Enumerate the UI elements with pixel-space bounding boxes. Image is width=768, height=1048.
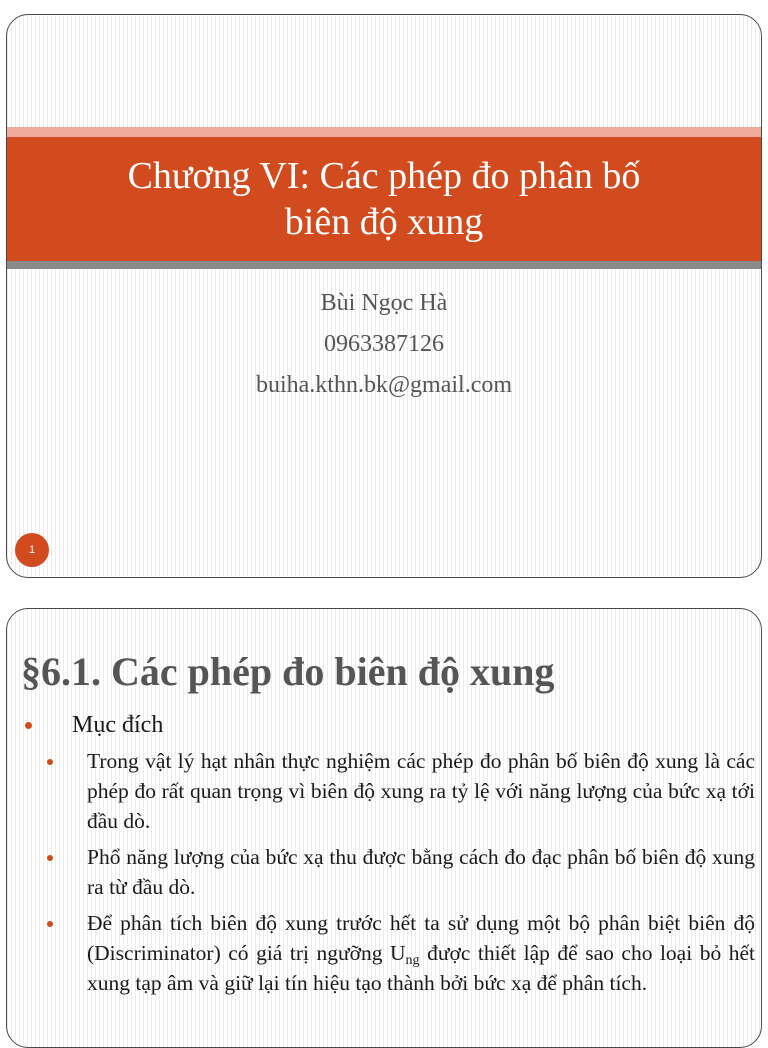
list-item (45, 842, 755, 902)
slide-title-line2: biên độ xung (284, 201, 484, 243)
author-name: Bùi Ngọc Hà (320, 290, 448, 316)
section-title: §6.1. Các phép đo biên độ xung (21, 649, 555, 694)
author-phone: 0963387126 (324, 331, 444, 357)
list-item-text: Trong vật lý hạt nhân thực nghiệm các phép đo phân bố biên độ xung là các phép đo rất quan trọng vì biên độ xung ra tỷ lệ với năng lượng của bức xạ tới đầu dò. (87, 749, 755, 833)
title-band-top-stripe (7, 127, 761, 137)
sub-bullet-list (45, 746, 755, 1004)
bullet-dot-icon (25, 722, 32, 729)
bullet-dot-icon (47, 759, 53, 765)
list-item-text-pre: Để phân tích biên độ xung trước hết ta sử dụng một bộ phân biệt biên độ (Discriminator) có giá trị ngưỡng U (87, 911, 755, 965)
slide-number-badge: 1 (15, 533, 49, 567)
list-item (45, 746, 755, 836)
bullet-purpose (21, 709, 761, 741)
bullet-purpose-label: Mục đích (72, 712, 164, 738)
slide-title-line1: Chương VI: Các phép đo phân bố (127, 155, 641, 197)
title-slide (6, 14, 762, 578)
threshold-subscript: ng (405, 953, 420, 968)
content-slide (6, 608, 762, 1048)
bullet-dot-icon (47, 921, 53, 927)
title-band (7, 137, 761, 261)
author-block (7, 283, 761, 406)
list-item-text: Phổ năng lượng của bức xạ thu được bằng cách đo đạc phân bố biên độ xung ra từ đầu dò. (87, 845, 755, 899)
list-item-text-post: được thiết lập để sao cho loại bỏ hết xung tạp âm và giữ lại tín hiệu tạo thành bởi bức xạ để phân tích. (87, 941, 756, 995)
list-item (45, 908, 755, 998)
title-band-bottom-stripe (7, 261, 761, 269)
bullet-dot-icon (47, 855, 53, 861)
author-email: buiha.kthn.bk@gmail.com (255, 372, 513, 398)
